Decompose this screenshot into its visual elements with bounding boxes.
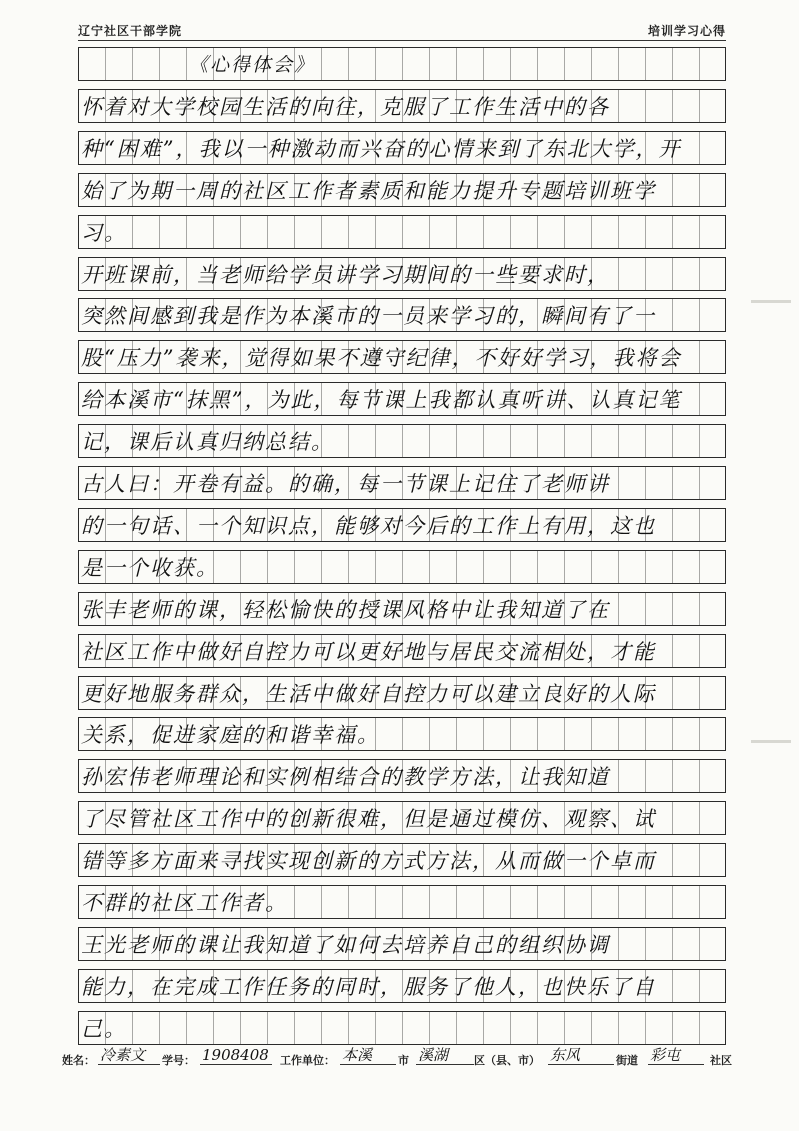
handwritten-line: 古人曰：开卷有益。的确，每一节课上记住了老师讲 (81, 472, 610, 496)
grid-row (78, 215, 726, 249)
handwritten-line: 孙宏伟老师理论和实例相结合的教学方法，让我知道 (81, 765, 610, 790)
district-label: 区（县、市） (474, 1054, 540, 1067)
grid-paper (78, 47, 726, 1041)
grid-row (78, 340, 726, 374)
name-label: 姓名： (62, 1054, 95, 1067)
handwritten-line: 是一个收获。 (81, 555, 219, 580)
street-value: 东风 (548, 1046, 614, 1065)
institution-name: 辽宁社区干部学院 (78, 24, 183, 38)
grid-row (78, 634, 726, 668)
grid-row (78, 969, 726, 1003)
grid-row (78, 298, 726, 332)
grid-row (78, 717, 726, 751)
handwritten-line: 记，课后认真归纳总结。 (81, 430, 334, 455)
grid-row (78, 173, 726, 207)
handwritten-line: 的一句话、一个知识点，能够对今后的工作上有用，这也 (81, 513, 656, 538)
handwritten-line: 怀着对大学校园生活的向往，克服了工作生活中的各 (81, 94, 610, 119)
grid-row (78, 466, 726, 500)
grid-row (78, 550, 726, 584)
handwritten-line: 张丰老师的课，轻松愉快的授课风格中让我知道了在 (81, 597, 610, 622)
grid-row (78, 131, 726, 165)
city-label: 市 (398, 1054, 409, 1067)
grid-row (78, 89, 726, 123)
grid-row (78, 759, 726, 793)
grid-row (78, 424, 726, 458)
grid-row (78, 676, 726, 710)
footer-info (62, 1046, 752, 1070)
grid-row (78, 801, 726, 835)
grid-row (78, 508, 726, 542)
handwritten-line: 了尽管社区工作中的创新很难，但是通过模仿、观察、试 (81, 807, 656, 832)
grid-row (78, 592, 726, 626)
scan-artifact (751, 300, 791, 303)
grid-row (78, 257, 726, 291)
handwritten-line: 给本溪市“抹黑”，为此，每节课上我都认真听讲、认真记笔 (81, 388, 682, 413)
grid-row (78, 927, 726, 961)
student-id-value: 1908408 (200, 1046, 272, 1065)
handwritten-line: 更好地服务群众，生活中做好自控力可以建立良好的人际 (81, 681, 656, 706)
handwritten-line: 始了为期一周的社区工作者素质和能力提升专题培训班学 (81, 178, 656, 203)
work-unit-label: 工作单位： (280, 1054, 335, 1067)
header-rule (78, 40, 726, 41)
grid-row (78, 47, 726, 81)
student-id-label: 学号： (162, 1054, 195, 1067)
name-value: 冷素文 (98, 1046, 160, 1065)
handwritten-line: 能力，在完成工作任务的同时，服务了他人，也快乐了自 (81, 974, 656, 999)
community-value: 彩屯 (648, 1046, 704, 1065)
handwritten-line: 突然间感到我是作为本溪市的一员来学习的，瞬间有了一 (81, 304, 656, 329)
city-value: 本溪 (340, 1046, 396, 1065)
handwritten-line: 不群的社区工作者。 (81, 891, 288, 915)
grid-row (78, 885, 726, 919)
grid-row (78, 382, 726, 416)
document-type: 培训学习心得 (647, 24, 726, 38)
handwritten-line: 社区工作中做好自控力可以更好地与居民交流相处，才能 (81, 639, 656, 664)
handwritten-line: 开班课前，当老师给学员讲学习期间的一些要求时， (81, 262, 610, 287)
handwritten-line: 种“困难”，我以一种激动而兴奋的心情来到了东北大学，开 (81, 136, 682, 161)
handwritten-line: 王光老师的课让我知道了如何去培养自己的组织协调 (81, 932, 610, 957)
handwritten-line: 关系，促进家庭的和谐幸福。 (81, 723, 380, 748)
handwritten-line: 己。 (81, 1016, 127, 1041)
grid-row (78, 1011, 726, 1045)
handwritten-line: 习。 (81, 220, 127, 245)
handwritten-line: 错等多方面来寻找实现创新的方式方法，从而做一个卓而 (81, 849, 656, 874)
district-value: 溪湖 (416, 1046, 474, 1065)
page-header (78, 22, 726, 42)
handwritten-line: 股“压力”袭来，觉得如果不遵守纪律，不好好学习，我将会 (81, 346, 682, 371)
street-label: 街道 (616, 1054, 638, 1067)
essay-title: 《心得体会》 (189, 54, 316, 76)
scan-artifact (751, 740, 791, 743)
community-label: 社区 (710, 1054, 732, 1067)
grid-row (78, 843, 726, 877)
